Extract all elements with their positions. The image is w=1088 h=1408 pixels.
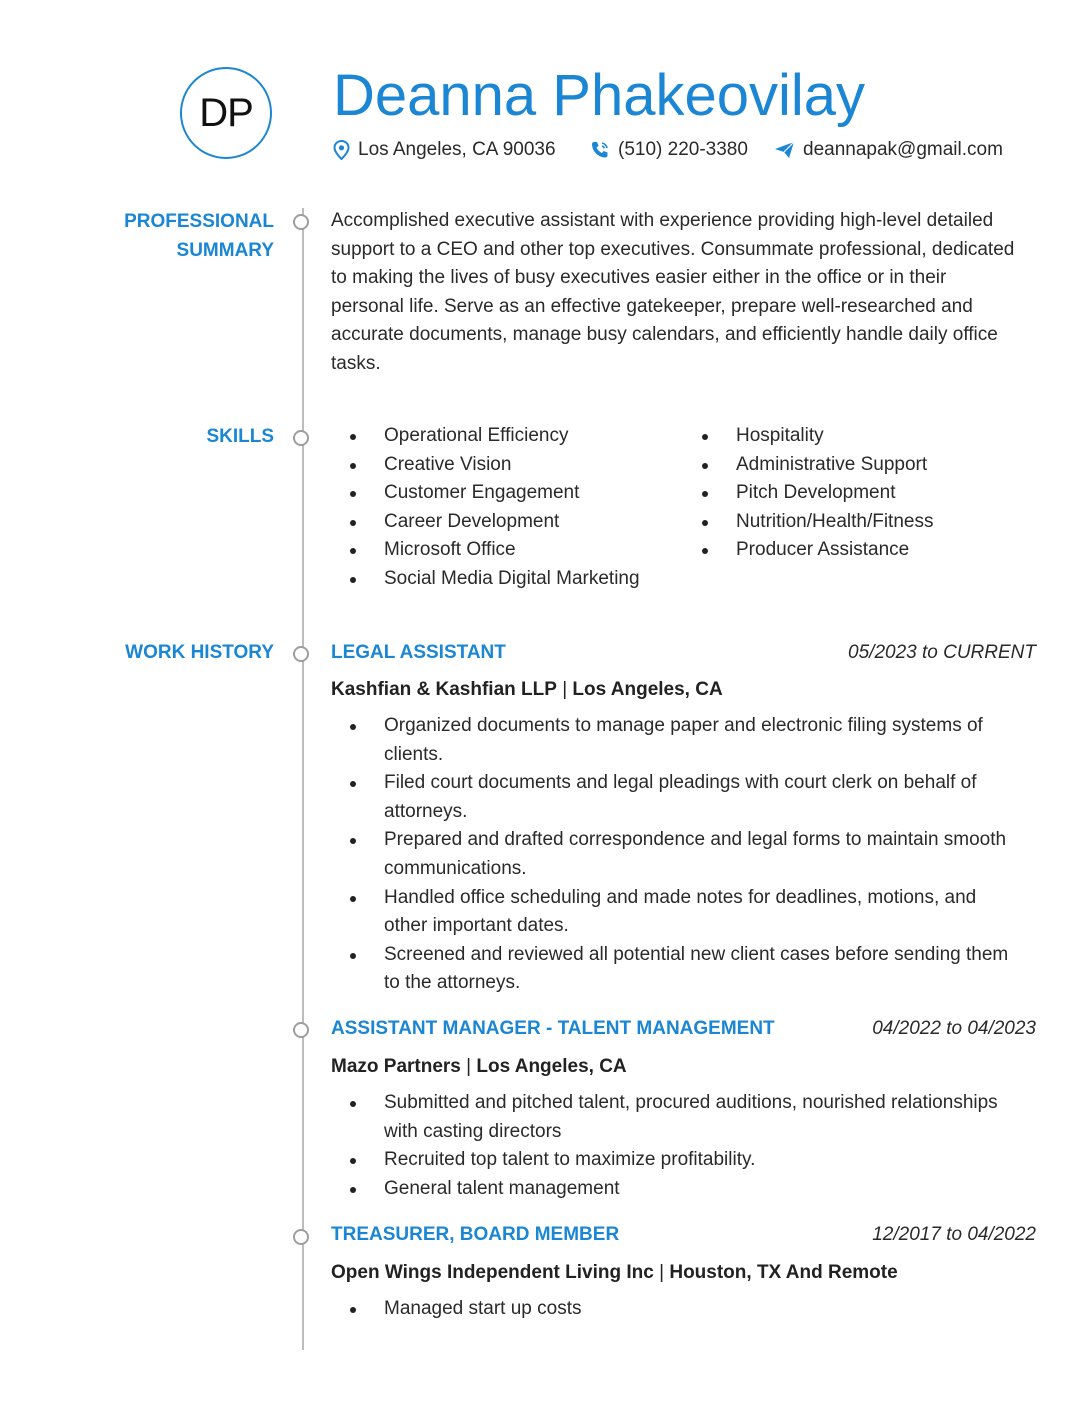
section-label-summary: [124, 207, 274, 265]
timeline-node-job-2: [293, 1022, 309, 1038]
job-bullet: [331, 1295, 1046, 1324]
section-label-skills: SKILLS: [206, 426, 274, 447]
timeline-node-summary: [293, 214, 309, 230]
summary-paragraph: [331, 207, 1046, 379]
phone-text: (510) 220-3380: [618, 139, 748, 160]
contact-phone: [590, 137, 748, 163]
bullet-line: Submitted and pitched talent, procured auditions, nourished relationships: [384, 1092, 998, 1113]
timeline-line: [302, 208, 304, 1350]
bullet-line: Organized documents to manage paper and electronic filing systems of: [384, 715, 983, 736]
job-dates: 04/2022 to 04/2023: [872, 1018, 1036, 1039]
bullet-line: General talent management: [384, 1177, 620, 1199]
skill-item: Pitch Development: [683, 479, 1023, 508]
job-company: Mazo Partners: [331, 1056, 461, 1077]
job-company: Kashfian & Kashfian LLP: [331, 679, 557, 700]
bullet-line: Recruited top talent to maximize profitability.: [384, 1149, 756, 1171]
job-bullet: [331, 1175, 1046, 1204]
bullet-line: clients.: [384, 743, 444, 765]
send-icon: [774, 141, 795, 159]
monogram-circle: [180, 67, 272, 159]
email-text: deannapak@gmail.com: [803, 139, 1003, 160]
monogram-initials: DP: [199, 90, 253, 135]
job-bullet: [331, 712, 1046, 769]
skill-item: Hospitality: [683, 422, 1023, 451]
bullet-line: Filed court documents and legal pleadings with court clerk on behalf of: [384, 772, 977, 794]
phone-icon: [590, 140, 610, 160]
summary-label-line1: PROFESSIONAL: [124, 211, 274, 232]
summary-line: personal life. Serve as an effective gatekeeper, prepare well-researched and: [331, 295, 973, 317]
job-company-line: [331, 677, 723, 703]
skill-item: Operational Efficiency: [331, 422, 671, 451]
job-bullet: [331, 769, 1046, 826]
bullet-line: to the attorneys.: [384, 972, 521, 994]
summary-label-line2: SUMMARY: [176, 240, 274, 261]
job-company-line: [331, 1054, 627, 1080]
contact-email: [774, 137, 1003, 163]
summary-line: support to a CEO and other top executives. Consummate professional, dedicated: [331, 238, 1015, 260]
job-location: Houston, TX And Remote: [669, 1262, 898, 1283]
skill-item: Nutrition/Health/Fitness: [683, 508, 1023, 537]
map-pin-icon: [333, 140, 350, 160]
job-company: Open Wings Independent Living Inc: [331, 1262, 654, 1283]
skill-item: Social Media Digital Marketing: [331, 565, 671, 594]
bullet-line: Managed start up costs: [384, 1298, 582, 1319]
skill-item: Creative Vision: [331, 451, 671, 480]
job-dates: 12/2017 to 04/2022: [872, 1224, 1036, 1245]
skills-column-2: [683, 422, 1023, 565]
job-bullet: [331, 884, 1046, 941]
summary-line: accurate documents, manage busy calendars, and efficiently handle daily office: [331, 324, 998, 346]
job-location: Los Angeles, CA: [572, 679, 723, 700]
job-bullet: [331, 941, 1046, 998]
skill-item: Career Development: [331, 508, 671, 537]
skill-item: Producer Assistance: [683, 536, 1023, 565]
job-separator: |: [653, 1262, 670, 1283]
skill-item: Administrative Support: [683, 451, 1023, 480]
job-separator: |: [556, 679, 573, 700]
timeline-node-skills: [293, 430, 309, 446]
summary-line: Accomplished executive assistant with experience providing high-level detailed: [331, 210, 994, 231]
job-title: ASSISTANT MANAGER - TALENT MANAGEMENT: [331, 1018, 775, 1039]
job-dates: 05/2023 to CURRENT: [848, 642, 1036, 663]
job-separator: |: [460, 1056, 477, 1077]
job-bullets: [331, 712, 1046, 998]
job-bullet: [331, 1146, 1046, 1175]
bullet-line: with casting directors: [384, 1120, 562, 1142]
bullet-line: Handled office scheduling and made notes for deadlines, motions, and: [384, 886, 977, 908]
skill-item: Customer Engagement: [331, 479, 671, 508]
section-label-work-history: WORK HISTORY: [125, 642, 274, 663]
job-bullets: [331, 1089, 1046, 1203]
job-bullets: [331, 1295, 1046, 1324]
bullet-line: Screened and reviewed all potential new client cases before sending them: [384, 943, 1009, 965]
job-bullet: [331, 826, 1046, 883]
timeline-node-job-3: [293, 1229, 309, 1245]
bullet-line: other important dates.: [384, 915, 569, 937]
contact-location: [333, 137, 556, 163]
job-title: TREASURER, BOARD MEMBER: [331, 1224, 620, 1245]
bullet-line: attorneys.: [384, 800, 468, 822]
timeline-node-work: [293, 646, 309, 662]
bullet-line: communications.: [384, 857, 527, 879]
bullet-line: Prepared and drafted correspondence and legal forms to maintain smooth: [384, 829, 1007, 851]
job-title: LEGAL ASSISTANT: [331, 642, 506, 663]
job-bullet: [331, 1089, 1046, 1146]
summary-line: to making the lives of busy executives easier either in the office or in their: [331, 267, 947, 289]
summary-line: tasks.: [331, 352, 381, 374]
job-company-line: [331, 1260, 898, 1286]
candidate-name: Deanna Phakeovilay: [333, 63, 866, 128]
skills-column-1: [331, 422, 671, 594]
skill-item: Microsoft Office: [331, 536, 671, 565]
job-location: Los Angeles, CA: [476, 1056, 627, 1077]
location-text: Los Angeles, CA 90036: [358, 139, 556, 160]
